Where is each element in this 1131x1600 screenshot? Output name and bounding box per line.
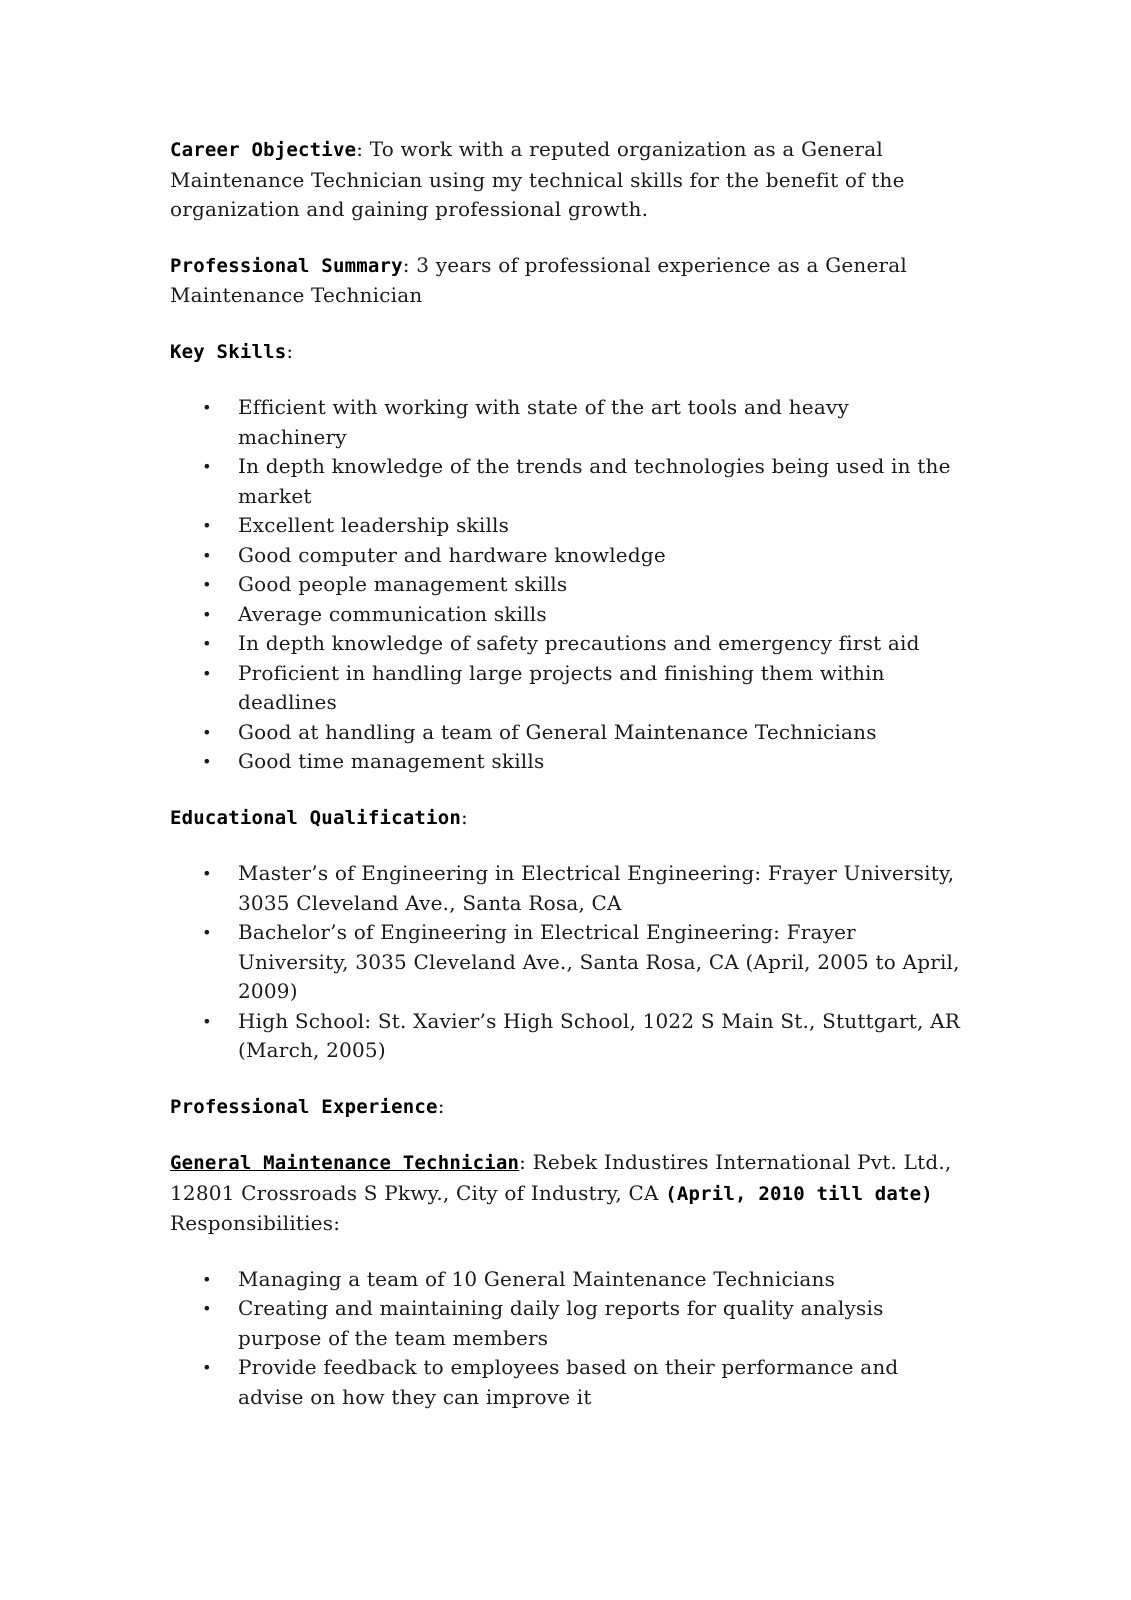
resume-content (170, 135, 960, 1438)
bullet-icon: • (202, 1269, 212, 1289)
education-list (170, 859, 960, 1066)
list-item (170, 1294, 960, 1353)
bullet-icon: • (202, 604, 212, 624)
list-item (170, 1265, 960, 1295)
professional-summary-section (170, 251, 960, 311)
list-item (170, 659, 960, 718)
bullet-icon: • (202, 575, 212, 594)
experience-heading (170, 1092, 960, 1123)
bullet-icon: • (202, 722, 212, 742)
skill-text: Good time management skills (238, 749, 545, 773)
job-employer: : Rebek Industires International Pvt. Ltd., 12801 Crossroads S Pkwy., City of Industry, CA (170, 1150, 952, 1205)
job-title: General Maintenance Technician (170, 1152, 520, 1174)
skill-text: In depth knowledge of safety precautions and emergency first aid (238, 631, 920, 655)
bullet-icon: • (202, 663, 212, 683)
experience-colon: : (437, 1093, 445, 1118)
key-skills-label: Key Skills (170, 340, 287, 363)
list-item (170, 1353, 960, 1412)
career-objective-label: Career Objective (170, 139, 357, 161)
bullet-icon: • (202, 545, 212, 565)
job-dates: (April, 2010 till date) (665, 1182, 933, 1205)
career-objective-section (170, 135, 960, 225)
list-item (170, 541, 960, 571)
bullet-icon: • (202, 516, 212, 535)
list-item (170, 718, 960, 748)
bullet-icon: • (202, 1011, 212, 1031)
bullet-icon: • (202, 457, 212, 476)
education-text: Bachelor’s of Engineering in Electrical Engineering: Frayer University, 3035 Cleveland Ave., Santa Rosa, CA (April, 2005 to April, 2009) (238, 920, 960, 1003)
key-skills-heading (170, 337, 960, 368)
skill-text: Good people management skills (238, 572, 568, 596)
key-skills-colon: : (286, 338, 294, 363)
list-item (170, 918, 960, 1007)
list-item (170, 511, 960, 541)
skill-text: Efficient with working with state of the art tools and heavy machinery (238, 395, 849, 449)
list-item (170, 393, 960, 452)
career-objective-text: : To work with a reputed organization as a General Maintenance Technician using my technical skills for the benefit of the organization and gaining professional growth. (170, 137, 905, 221)
list-item (170, 747, 960, 777)
professional-summary-text: : 3 years of professional experience as a General Maintenance Technician (170, 252, 908, 307)
responsibilities-label: Responsibilities: (170, 1211, 341, 1235)
key-skills-list (170, 393, 960, 777)
list-item (170, 629, 960, 659)
skill-text: Excellent leadership skills (238, 513, 510, 537)
list-item (170, 570, 960, 600)
bullet-icon: • (202, 864, 212, 883)
education-label: Educational Qualification (170, 806, 461, 829)
experience-label: Professional Experience (170, 1095, 438, 1118)
skill-text: Proficient in handling large projects and finishing them within deadlines (238, 660, 885, 714)
bullet-icon: • (202, 634, 212, 653)
list-item (170, 1007, 960, 1066)
job-entry (170, 1148, 960, 1239)
responsibility-text: Creating and maintaining daily log reports for quality analysis purpose of the team members (238, 1296, 884, 1350)
bullet-icon: • (202, 398, 212, 417)
list-item (170, 859, 960, 918)
professional-summary-label: Professional Summary (170, 254, 403, 277)
education-colon: : (460, 804, 468, 829)
skill-text: Good computer and hardware knowledge (238, 542, 666, 567)
education-heading (170, 803, 960, 834)
skill-text: Average communication skills (238, 601, 547, 626)
list-item (170, 452, 960, 511)
responsibility-text: Provide feedback to employees based on their performance and advise on how they can improve it (238, 1355, 899, 1409)
responsibilities-list (170, 1265, 960, 1413)
bullet-icon: • (202, 1358, 212, 1377)
skill-text: In depth knowledge of the trends and technologies being used in the market (238, 454, 951, 508)
skill-text: Good at handling a team of General Maintenance Technicians (238, 719, 877, 744)
education-text: Master’s of Engineering in Electrical Engineering: Frayer University, 3035 Cleveland Ave., Santa Rosa, CA (238, 861, 955, 915)
education-text: High School: St. Xavier’s High School, 1022 S Main St., Stuttgart, AR (March, 2005) (238, 1008, 960, 1062)
bullet-icon: • (202, 1299, 212, 1318)
list-item (170, 600, 960, 630)
bullet-icon: • (202, 923, 212, 942)
responsibility-text: Managing a team of 10 General Maintenance Technicians (238, 1266, 836, 1291)
bullet-icon: • (202, 752, 212, 771)
